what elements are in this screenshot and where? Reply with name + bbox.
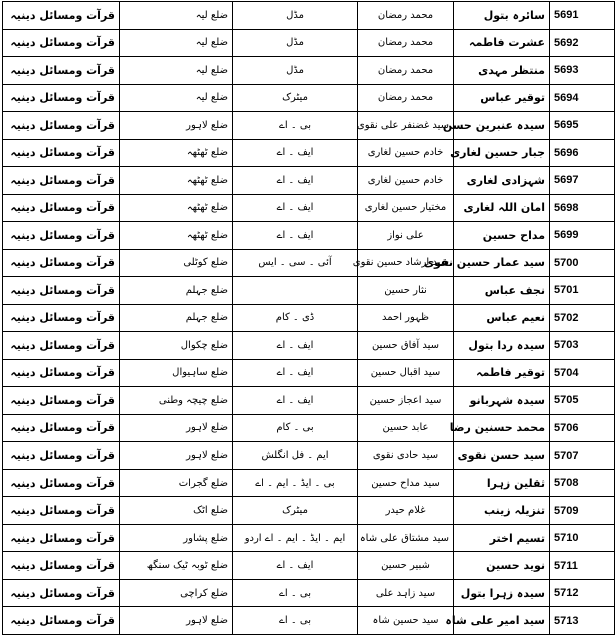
serial-number-cell: 5694 [550,84,615,112]
district-cell: ضلع لاہور [120,607,233,635]
district-cell: ضلع لیہ [120,57,233,85]
serial-number-cell: 5691 [550,2,615,30]
name-cell: توقیر فاطمہ [454,359,550,387]
district-cell: ضلع لیہ [120,84,233,112]
qualification-cell [233,277,358,305]
serial-number-cell: 5713 [550,607,615,635]
name-cell: سائرہ بتول [454,2,550,30]
serial-number-cell: 5692 [550,29,615,57]
qualification-cell: ایف ۔ اے [233,552,358,580]
table-row [3,497,615,525]
project-cell: قرآت ومسائل دینیہ [3,57,120,85]
name-cell: سید حسن نقوی [454,442,550,470]
qualification-cell: بی ۔ اے [233,579,358,607]
serial-number-cell: 5710 [550,524,615,552]
name-cell: محمد حسنین رضا [454,414,550,442]
name-cell: سید عمار حسین نقوی [454,249,550,277]
district-cell: ضلع جہلم [120,304,233,332]
qualification-cell: مڈل [233,29,358,57]
district-cell: ضلع کوٹلی [120,249,233,277]
name-cell: سید امیر علی شاہ [454,607,550,635]
project-cell: قرآت ومسائل دینیہ [3,524,120,552]
name-cell: منتظر مہدی [454,57,550,85]
qualification-cell: آئی ۔ سی ۔ ایس [233,249,358,277]
table-row [3,442,615,470]
name-cell: امان اللہ لغاری [454,194,550,222]
father-name-cell: محمد رمضان [358,29,454,57]
father-name-cell: محمد رمضان [358,84,454,112]
project-cell: قرآت ومسائل دینیہ [3,497,120,525]
serial-number-cell: 5708 [550,469,615,497]
name-cell: تنزیلہ زینب [454,497,550,525]
district-cell: ضلع ساہیوال [120,359,233,387]
project-cell: قرآت ومسائل دینیہ [3,29,120,57]
table-row [3,414,615,442]
district-cell: ضلع جہلم [120,277,233,305]
name-cell: سیدہ ردا بتول [454,332,550,360]
name-cell: نوید حسین [454,552,550,580]
table-row [3,29,615,57]
father-name-cell: مختیار حسین لغاری [358,194,454,222]
district-cell: ضلع چکوال [120,332,233,360]
project-cell: قرآت ومسائل دینیہ [3,84,120,112]
father-name-cell: محمد رمضان [358,57,454,85]
father-name-cell: خادم حسین لغاری [358,139,454,167]
project-cell: قرآت ومسائل دینیہ [3,112,120,140]
table-row [3,359,615,387]
table-row [3,469,615,497]
qualification-cell: ایف ۔ اے [233,139,358,167]
serial-number-cell: 5699 [550,222,615,250]
qualification-cell: ایف ۔ اے [233,332,358,360]
name-cell: سیدہ عنبرین حسن [454,112,550,140]
project-cell: قرآت ومسائل دینیہ [3,249,120,277]
district-cell: ضلع لاہور [120,442,233,470]
district-cell: ضلع لیہ [120,29,233,57]
project-cell: قرآت ومسائل دینیہ [3,387,120,415]
project-cell: قرآت ومسائل دینیہ [3,167,120,195]
project-cell: قرآت ومسائل دینیہ [3,359,120,387]
name-cell: سیدہ شہربانو [454,387,550,415]
serial-number-cell: 5701 [550,277,615,305]
father-name-cell: سید آفاق حسین [358,332,454,360]
district-cell: ضلع کراچی [120,579,233,607]
qualification-cell: ایف ۔ اے [233,222,358,250]
father-name-cell: سید مشتاق علی شاہ [358,524,454,552]
serial-number-cell: 5697 [550,167,615,195]
project-cell: قرآت ومسائل دینیہ [3,277,120,305]
serial-number-cell: 5700 [550,249,615,277]
serial-number-cell: 5698 [550,194,615,222]
project-cell: قرآت ومسائل دینیہ [3,579,120,607]
father-name-cell: سید ارشاد حسین نقوی [358,249,454,277]
project-cell: قرآت ومسائل دینیہ [3,552,120,580]
name-cell: سیدہ زہرا بتول [454,579,550,607]
district-cell: ضلع لیہ [120,2,233,30]
serial-number-cell: 5707 [550,442,615,470]
father-name-cell: عابد حسین [358,414,454,442]
father-name-cell: سید اعجاز حسین [358,387,454,415]
father-name-cell: سید حسین شاہ [358,607,454,635]
father-name-cell: سید غضنفر علی نقوی [358,112,454,140]
qualification-cell: بی ۔ اے [233,112,358,140]
table-row [3,332,615,360]
district-cell: ضلع اٹک [120,497,233,525]
district-cell: ضلع پشاور [120,524,233,552]
serial-number-cell: 5704 [550,359,615,387]
project-cell: قرآت ومسائل دینیہ [3,194,120,222]
name-cell: تسیم اختر [454,524,550,552]
serial-number-cell: 5712 [550,579,615,607]
qualification-cell: بی ۔ اے [233,607,358,635]
project-cell: قرآت ومسائل دینیہ [3,139,120,167]
table-row [3,112,615,140]
serial-number-cell: 5693 [550,57,615,85]
table-row [3,139,615,167]
father-name-cell: سید زاہد علی [358,579,454,607]
qualification-cell: ایم ۔ ایڈ ۔ ایم ۔ اے اردو [233,524,358,552]
project-cell: قرآت ومسائل دینیہ [3,304,120,332]
father-name-cell: علی نواز [358,222,454,250]
table-row [3,57,615,85]
serial-number-cell: 5705 [550,387,615,415]
table-row [3,579,615,607]
table-row [3,194,615,222]
qualification-cell: ڈی ۔ کام [233,304,358,332]
father-name-cell: سید مداح حسین [358,469,454,497]
qualification-cell: ایف ۔ اے [233,359,358,387]
table-row [3,222,615,250]
father-name-cell: سید حادی نقوی [358,442,454,470]
registration-table [2,1,615,635]
district-cell: ضلع ٹوبہ ٹیک سنگھ [120,552,233,580]
name-cell: عشرت فاطمہ [454,29,550,57]
district-cell: ضلع لاہور [120,112,233,140]
father-name-cell: غلام حیدر [358,497,454,525]
district-cell: ضلع ٹھٹھہ [120,139,233,167]
table-row [3,249,615,277]
qualification-cell: ایف ۔ اے [233,167,358,195]
name-cell: مداح حسین [454,222,550,250]
district-cell: ضلع ٹھٹھہ [120,222,233,250]
project-cell: قرآت ومسائل دینیہ [3,414,120,442]
name-cell: نجف عباس [454,277,550,305]
serial-number-cell: 5703 [550,332,615,360]
father-name-cell: محمد رمضان [358,2,454,30]
table-row [3,277,615,305]
table-row [3,524,615,552]
name-cell: جبار حسین لغاری [454,139,550,167]
name-cell: توقیر عباس [454,84,550,112]
project-cell: قرآت ومسائل دینیہ [3,469,120,497]
table-row [3,304,615,332]
table-body [3,2,615,635]
name-cell: شہزادی لغاری [454,167,550,195]
qualification-cell: مڈل [233,2,358,30]
qualification-cell: میٹرک [233,497,358,525]
father-name-cell: خادم حسین لغاری [358,167,454,195]
table-row [3,607,615,635]
district-cell: ضلع ٹھٹھہ [120,194,233,222]
project-cell: قرآت ومسائل دینیہ [3,607,120,635]
district-cell: ضلع لاہور [120,414,233,442]
father-name-cell: ظہور احمد [358,304,454,332]
table-row [3,387,615,415]
project-cell: قرآت ومسائل دینیہ [3,442,120,470]
district-cell: ضلع ٹھٹھہ [120,167,233,195]
serial-number-cell: 5696 [550,139,615,167]
qualification-cell: بی ۔ کام [233,414,358,442]
name-cell: ثقلین زہرا [454,469,550,497]
serial-number-cell: 5709 [550,497,615,525]
father-name-cell: سید اقبال حسین [358,359,454,387]
project-cell: قرآت ومسائل دینیہ [3,332,120,360]
district-cell: ضلع چیچہ وطنی [120,387,233,415]
father-name-cell: شبیر حسین [358,552,454,580]
qualification-cell: ایف ۔ اے [233,194,358,222]
table-row [3,167,615,195]
qualification-cell: ایم ۔ فل انگلش [233,442,358,470]
qualification-cell: مڈل [233,57,358,85]
serial-number-cell: 5706 [550,414,615,442]
serial-number-cell: 5711 [550,552,615,580]
project-cell: قرآت ومسائل دینیہ [3,2,120,30]
name-cell: نعیم عباس [454,304,550,332]
qualification-cell: بی ۔ ایڈ ۔ ایم ۔ اے [233,469,358,497]
table-row [3,552,615,580]
table-row [3,2,615,30]
serial-number-cell: 5702 [550,304,615,332]
serial-number-cell: 5695 [550,112,615,140]
table-row [3,84,615,112]
father-name-cell: نثار حسین [358,277,454,305]
district-cell: ضلع گجرات [120,469,233,497]
project-cell: قرآت ومسائل دینیہ [3,222,120,250]
qualification-cell: ایف ۔ اے [233,387,358,415]
qualification-cell: میٹرک [233,84,358,112]
